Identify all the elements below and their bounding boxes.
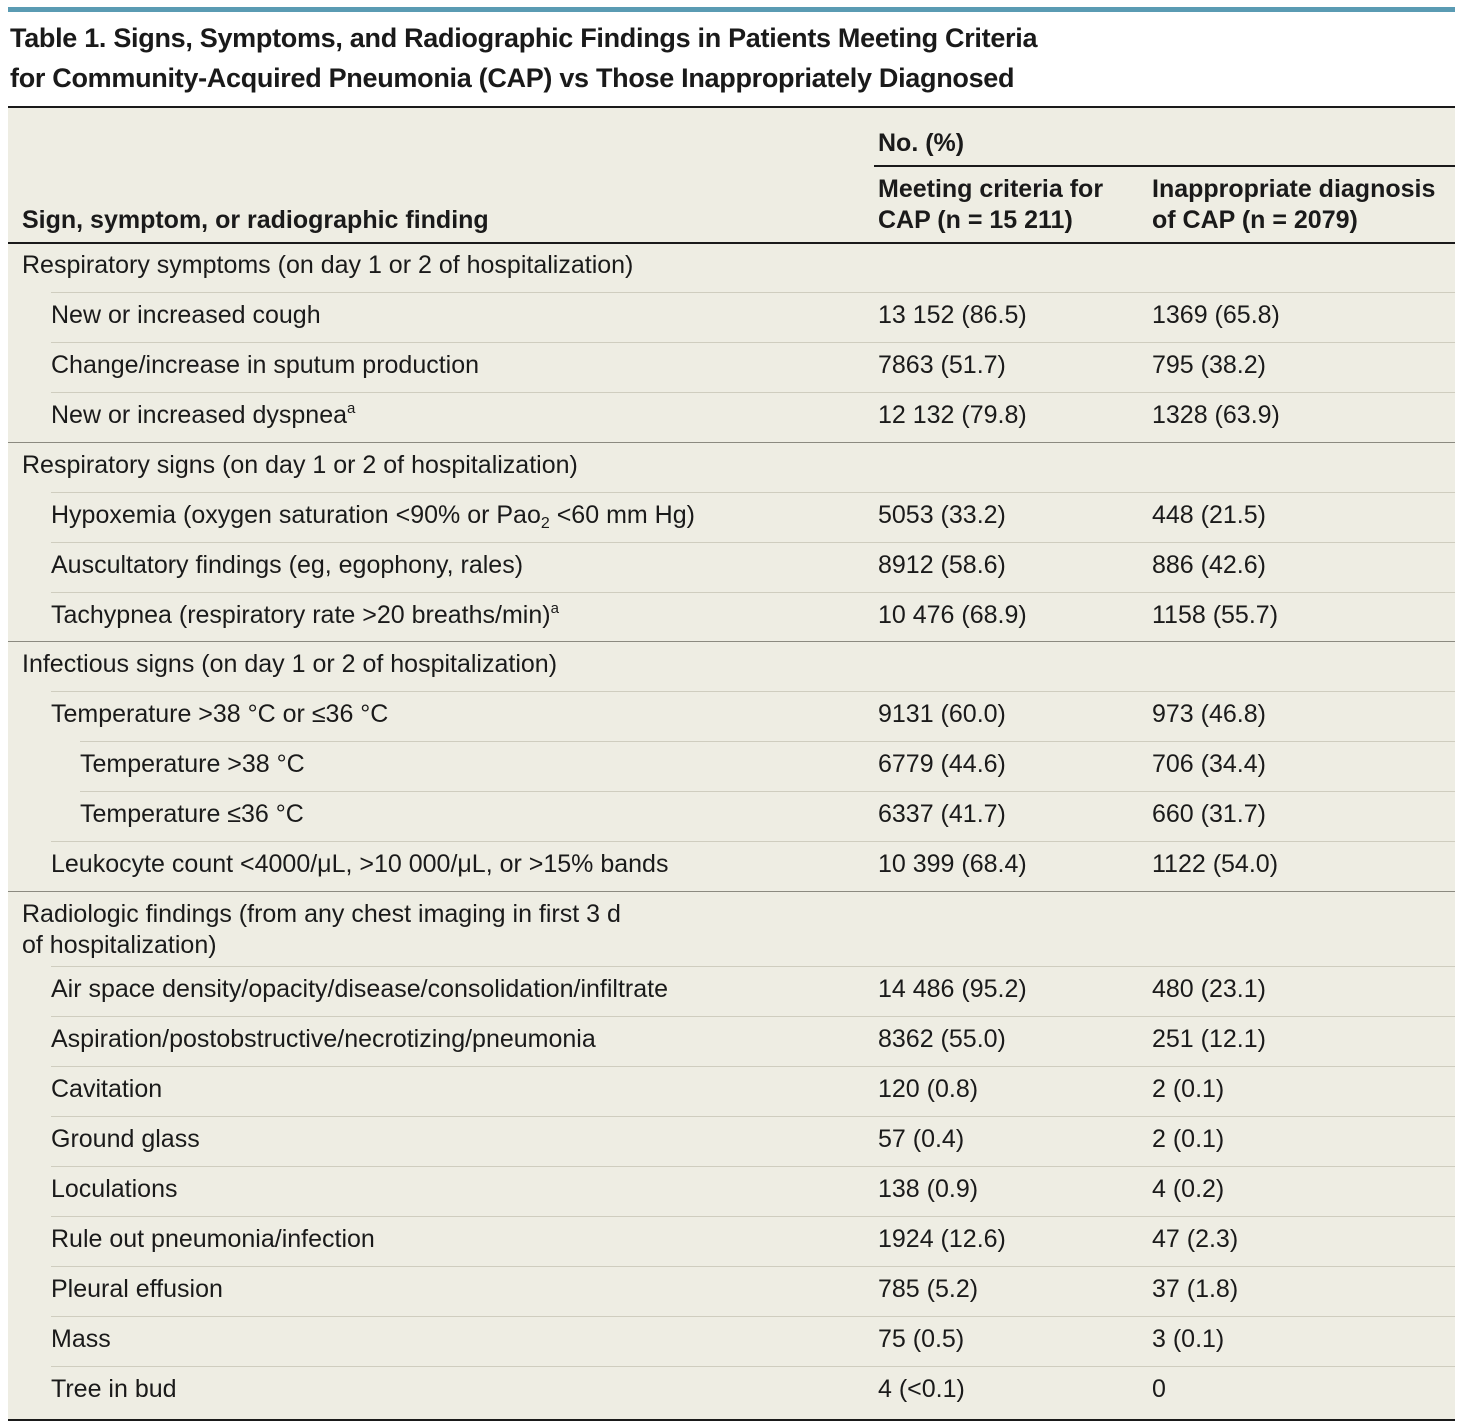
row-label-text: Tree in bud bbox=[51, 1375, 177, 1403]
cell-meeting-criteria: 75 (0.5) bbox=[878, 1325, 965, 1353]
row-label-text: Radiologic findings (from any chest imaging in first 3 d bbox=[22, 900, 621, 928]
row-label bbox=[51, 1024, 596, 1055]
cell-inappropriate-diagnosis: 706 (34.4) bbox=[1152, 750, 1266, 778]
row-divider bbox=[51, 1116, 1455, 1117]
footnote-marker: a bbox=[347, 400, 356, 417]
row-divider bbox=[51, 1166, 1455, 1167]
table-title bbox=[10, 18, 1110, 98]
row-label bbox=[51, 300, 321, 331]
column-header-meeting-criteria bbox=[878, 174, 1103, 236]
row-label-text: Aspiration/postobstructive/necrotizing/pneumonia bbox=[51, 1025, 596, 1053]
row-label-text: Leukocyte count <4000/μL, >10 000/μL, or >15% bands bbox=[51, 850, 669, 878]
row-label bbox=[51, 974, 668, 1005]
row-label-text: Ground glass bbox=[51, 1125, 200, 1153]
cell-meeting-criteria: 9131 (60.0) bbox=[878, 700, 1006, 728]
row-divider bbox=[51, 691, 1455, 692]
row-divider bbox=[80, 791, 1455, 792]
row-divider bbox=[51, 841, 1455, 842]
footnote-marker: a bbox=[550, 600, 559, 617]
row-divider bbox=[51, 592, 1455, 593]
cell-inappropriate-diagnosis: 448 (21.5) bbox=[1152, 501, 1266, 529]
column-header-meeting-criteria-line2: CAP (n = 15 211) bbox=[878, 206, 1073, 234]
row-label bbox=[51, 1224, 375, 1255]
cell-inappropriate-diagnosis: 3 (0.1) bbox=[1152, 1325, 1225, 1353]
cell-inappropriate-diagnosis: 1122 (54.0) bbox=[1152, 850, 1279, 878]
cell-inappropriate-diagnosis: 480 (23.1) bbox=[1152, 975, 1266, 1003]
subscript: 2 bbox=[540, 515, 550, 532]
row-label-text: Temperature ≤36 °C bbox=[80, 800, 304, 828]
row-divider bbox=[51, 1366, 1455, 1367]
cell-meeting-criteria: 5053 (33.2) bbox=[878, 501, 1006, 529]
column-header-meeting-criteria-line1: Meeting criteria for bbox=[878, 175, 1104, 203]
table-title-line2: for Community-Acquired Pneumonia (CAP) vs Those Inappropriately Diagnosed bbox=[10, 63, 1015, 93]
row-label-text: Cavitation bbox=[51, 1075, 163, 1103]
cell-meeting-criteria: 4 (<0.1) bbox=[878, 1375, 965, 1403]
row-label-text: Change/increase in sputum production bbox=[51, 351, 480, 379]
section-divider bbox=[8, 891, 1455, 892]
table-header bbox=[8, 108, 1455, 244]
cell-inappropriate-diagnosis: 973 (46.8) bbox=[1152, 700, 1266, 728]
row-label-text: Air space density/opacity/disease/consolidation/infiltrate bbox=[51, 975, 669, 1003]
row-label-text: Respiratory symptoms (on day 1 or 2 of hospitalization) bbox=[22, 251, 634, 279]
cell-inappropriate-diagnosis: 47 (2.3) bbox=[1152, 1225, 1239, 1253]
row-divider bbox=[51, 1316, 1455, 1317]
section-divider bbox=[8, 442, 1455, 443]
row-label bbox=[51, 350, 479, 381]
column-header-inappropriate-line2: of CAP (n = 2079) bbox=[1152, 206, 1358, 234]
row-divider bbox=[51, 1066, 1455, 1067]
cell-inappropriate-diagnosis: 2 (0.1) bbox=[1152, 1075, 1225, 1103]
row-divider bbox=[80, 741, 1455, 742]
cell-inappropriate-diagnosis: 4 (0.2) bbox=[1152, 1175, 1225, 1203]
cell-inappropriate-diagnosis: 251 (12.1) bbox=[1152, 1025, 1266, 1053]
cell-meeting-criteria: 10 399 (68.4) bbox=[878, 850, 1027, 878]
row-label bbox=[51, 500, 695, 531]
group-header-rule bbox=[874, 165, 1455, 167]
row-label-text: New or increased cough bbox=[51, 301, 321, 329]
row-divider bbox=[51, 1016, 1455, 1017]
cell-meeting-criteria: 7863 (51.7) bbox=[878, 351, 1006, 379]
cell-meeting-criteria: 10 476 (68.9) bbox=[878, 601, 1027, 629]
row-label bbox=[80, 799, 304, 830]
row-divider bbox=[51, 292, 1455, 293]
cell-meeting-criteria: 8912 (58.6) bbox=[878, 551, 1006, 579]
row-divider bbox=[51, 492, 1455, 493]
cell-inappropriate-diagnosis: 1369 (65.8) bbox=[1152, 301, 1280, 329]
cell-meeting-criteria: 12 132 (79.8) bbox=[878, 401, 1027, 429]
row-label bbox=[22, 450, 578, 481]
row-label bbox=[22, 250, 633, 281]
row-divider bbox=[51, 342, 1455, 343]
row-divider bbox=[51, 392, 1455, 393]
section-divider bbox=[8, 641, 1455, 642]
cell-inappropriate-diagnosis: 1158 (55.7) bbox=[1152, 601, 1279, 629]
cell-meeting-criteria: 14 486 (95.2) bbox=[878, 975, 1027, 1003]
cell-inappropriate-diagnosis: 37 (1.8) bbox=[1152, 1275, 1239, 1303]
row-label-text: Temperature >38 °C bbox=[80, 750, 305, 778]
row-label bbox=[51, 1174, 177, 1205]
row-label bbox=[51, 400, 355, 431]
row-label bbox=[51, 600, 559, 631]
cell-inappropriate-diagnosis: 660 (31.7) bbox=[1152, 800, 1266, 828]
cell-inappropriate-diagnosis: 795 (38.2) bbox=[1152, 351, 1266, 379]
row-label-text: <60 mm Hg) bbox=[549, 501, 695, 529]
row-label-text: Hypoxemia (oxygen saturation <90% or Pao bbox=[51, 501, 541, 529]
column-header-inappropriate-diagnosis bbox=[1152, 174, 1435, 236]
cell-inappropriate-diagnosis: 0 bbox=[1152, 1375, 1166, 1403]
row-divider bbox=[51, 1266, 1455, 1267]
cell-inappropriate-diagnosis: 886 (42.6) bbox=[1152, 551, 1266, 579]
row-label-text: Temperature >38 °C or ≤36 °C bbox=[51, 700, 389, 728]
cell-meeting-criteria: 785 (5.2) bbox=[878, 1275, 979, 1303]
row-label-text: Rule out pneumonia/infection bbox=[51, 1225, 375, 1253]
row-label bbox=[51, 1324, 111, 1355]
row-label bbox=[80, 749, 305, 780]
row-label-text-line2: of hospitalization) bbox=[22, 931, 217, 959]
cell-meeting-criteria: 13 152 (86.5) bbox=[878, 301, 1027, 329]
row-label-text: Pleural effusion bbox=[51, 1275, 223, 1303]
row-label-text: Respiratory signs (on day 1 or 2 of hospitalization) bbox=[22, 451, 578, 479]
row-divider bbox=[51, 1216, 1455, 1217]
row-label bbox=[51, 699, 388, 730]
cell-inappropriate-diagnosis: 2 (0.1) bbox=[1152, 1125, 1225, 1153]
cell-meeting-criteria: 138 (0.9) bbox=[878, 1175, 979, 1203]
row-label-text: Tachypnea (respiratory rate >20 breaths/min) bbox=[51, 601, 551, 629]
row-label bbox=[51, 1124, 200, 1155]
column-header-finding: Sign, symptom, or radiographic finding bbox=[22, 206, 489, 234]
row-label bbox=[51, 1374, 177, 1405]
row-label-text: Loculations bbox=[51, 1175, 178, 1203]
accent-bar bbox=[8, 7, 1455, 12]
row-label-text: Mass bbox=[51, 1325, 111, 1353]
row-label bbox=[51, 550, 523, 581]
table-title-line1: Table 1. Signs, Symptoms, and Radiographic Findings in Patients Meeting Criteria bbox=[10, 23, 1038, 53]
cell-inappropriate-diagnosis: 1328 (63.9) bbox=[1152, 401, 1280, 429]
column-header-inappropriate-line1: Inappropriate diagnosis bbox=[1152, 175, 1436, 203]
cell-meeting-criteria: 57 (0.4) bbox=[878, 1125, 965, 1153]
cell-meeting-criteria: 8362 (55.0) bbox=[878, 1025, 1006, 1053]
row-label bbox=[51, 1274, 223, 1305]
group-header-no-pct: No. (%) bbox=[878, 129, 965, 157]
row-label-text: Auscultatory findings (eg, egophony, rales) bbox=[51, 551, 524, 579]
row-label bbox=[22, 899, 621, 961]
row-label-text: New or increased dyspnea bbox=[51, 401, 347, 429]
data-table bbox=[8, 106, 1455, 1421]
cell-meeting-criteria: 1924 (12.6) bbox=[878, 1225, 1006, 1253]
row-label bbox=[22, 649, 557, 680]
row-label bbox=[51, 1074, 162, 1105]
cell-meeting-criteria: 6337 (41.7) bbox=[878, 800, 1006, 828]
cell-meeting-criteria: 120 (0.8) bbox=[878, 1075, 979, 1103]
row-divider bbox=[51, 542, 1455, 543]
row-divider bbox=[51, 966, 1455, 967]
row-label bbox=[51, 849, 668, 880]
cell-meeting-criteria: 6779 (44.6) bbox=[878, 750, 1006, 778]
row-label-text: Infectious signs (on day 1 or 2 of hospitalization) bbox=[22, 650, 558, 678]
